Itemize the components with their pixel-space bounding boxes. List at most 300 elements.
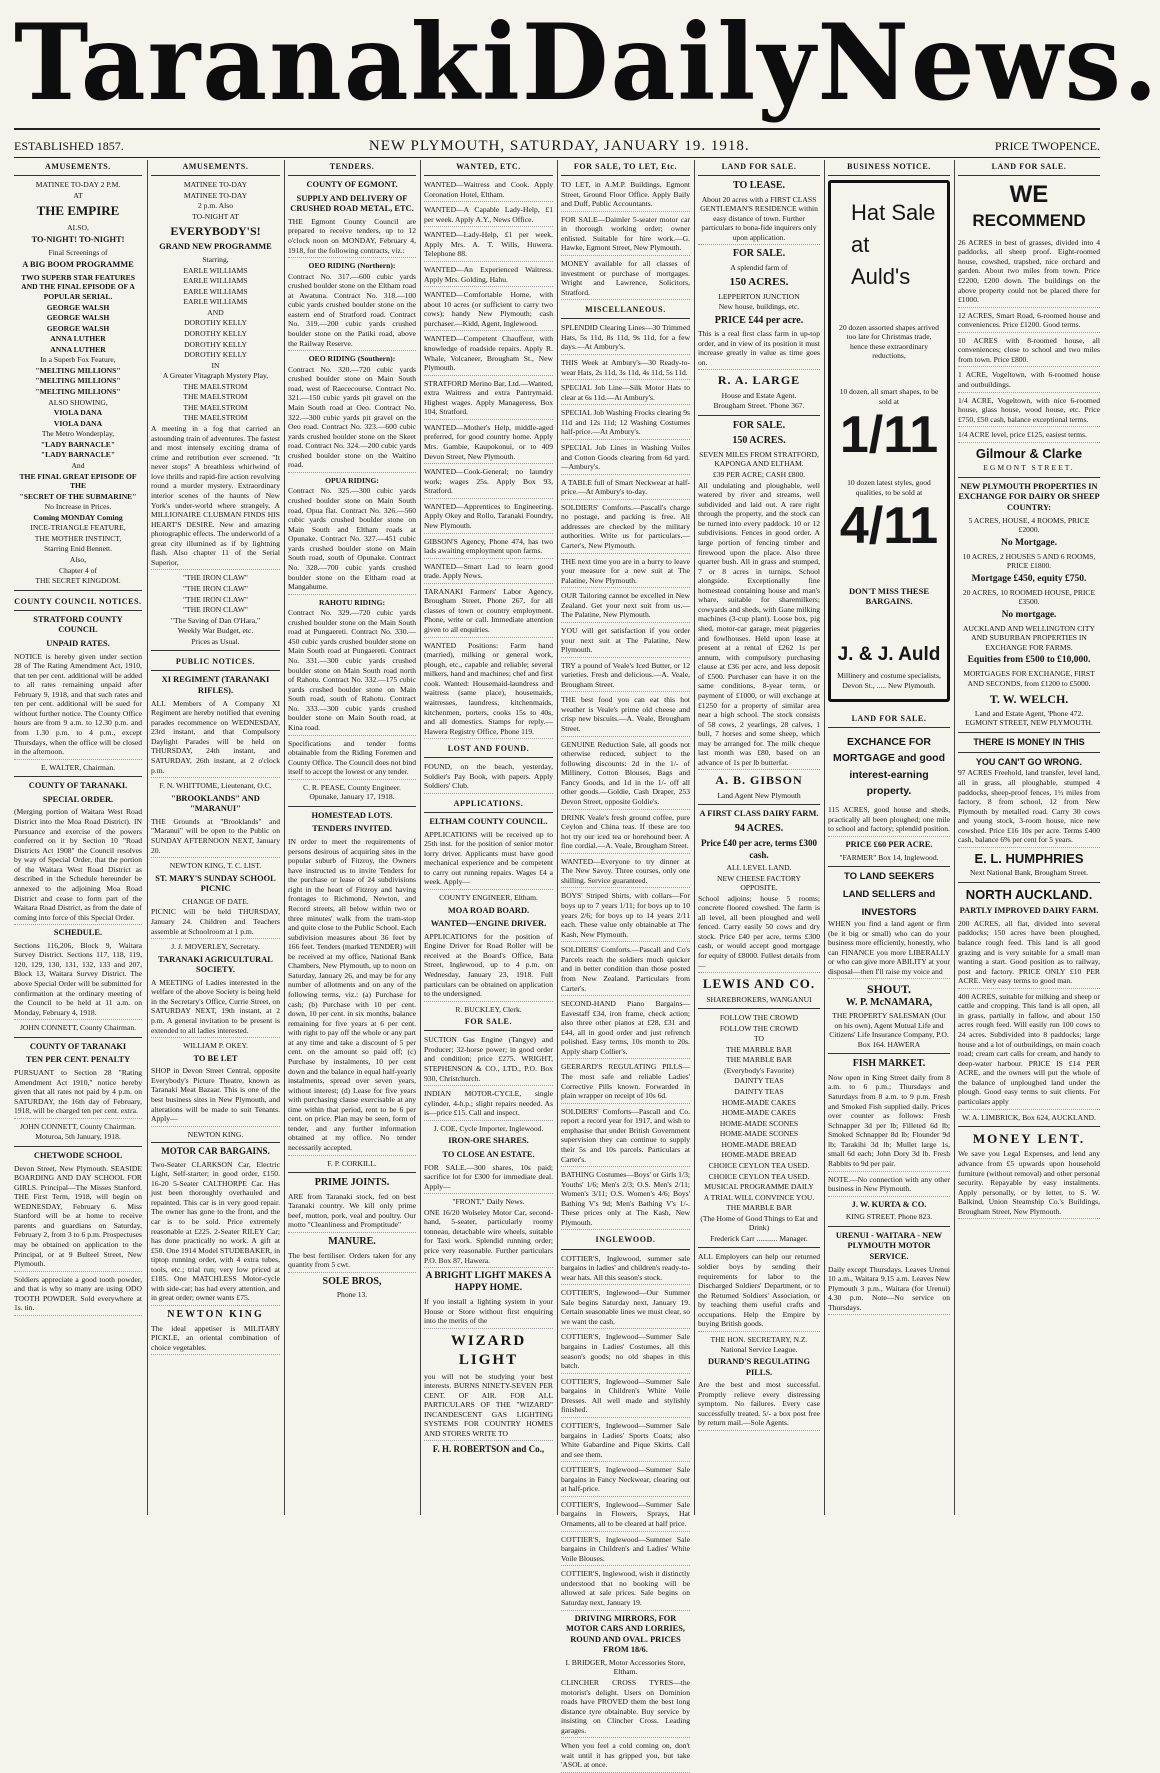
we-heading: WE [1009, 181, 1049, 209]
notice-date: Moturoa, 5th January, 1918. [35, 1132, 121, 1142]
classified-ad: COTTIER'S, Inglewood—Summer Sale bargains in Fancy Neckwear, clearing out at half-price. [561, 1465, 690, 1497]
ad-line: THE MARBLE BAR [726, 1055, 792, 1065]
ad-line: Equities from £500 to £10,000. [967, 655, 1091, 666]
classified-ad: SOLDIERS' Comforts—Pascall and Co. report a record year for 1917, and wish to emphasise that under British Government supervision they can continue to supply their 5s and 10s parcels. Particulars at Carter's. [561, 1107, 690, 1167]
ad-line: "MELTING MILLIONS" [35, 387, 121, 397]
notice-heading: FISH MARKET. [852, 1058, 926, 1070]
hat-sale-line: at [851, 231, 870, 257]
divider [958, 732, 1100, 733]
notice-body: PICNIC will be held THURSDAY, January 24. Children and Teachers assemble at Schoolroom at 1 p.m. [151, 907, 280, 939]
notice-signature: "FRONT," Daily News. [452, 1197, 525, 1207]
notice-body: Contract No. 325.—300 cubic yards crushed boulder stone on Main South road, Opua flat. Contract No. 326.—560 cubic yards crushed boulder stone on Main South and Eltham roads at Opunake. Contract No. 327.—451 cubic yards crushed boulder stone on Main South road, south of Opunake. Contract No. 328.—700 cubic yards crushed boulder stone on the Eltham road at Mangahume. [288, 486, 416, 594]
masthead-rule [14, 128, 1100, 130]
classified-ad: STRATFORD Merino Bar, Ltd.—Wanted, extra Waitress and extra Pantrymaid. Highest wages. Apply Manageress, Box 104, Stratford. [424, 379, 553, 420]
ad-line: IN [211, 360, 220, 370]
notice-subheading: TEN PER CENT. PENALTY [25, 1055, 131, 1065]
divider [958, 477, 1100, 478]
classified-ad: SPLENDID Clearing Lines—30 Trimmed Hats, 5s 11d, 8s 11d, 9s 11d, for a few days.—At Ambury's. [561, 323, 690, 355]
classified-ad: SPECIAL Job Washing Frocks clearing 9s 11d and 12s 11d; 12 Washing Costumes half-price.—At Ambury's. [561, 408, 690, 440]
notice-subheading: UNPAID RATES. [46, 638, 110, 648]
listing: 1/4 ACRE, Vogeltown, with nice 6-roomed house, glass house, wood house, etc. Price £750, £50 cash, balance exceptional terms. [958, 396, 1100, 428]
ad-line: ALSO SHOWING, [48, 397, 108, 407]
ad-line: TO [754, 1034, 764, 1044]
notice-heading: MOA ROAD BOARD. [447, 905, 530, 915]
ad-line: In a Superb Fox Feature, [40, 355, 116, 365]
classified-ad: WANTED—Apprentices to Engineering. Apply Okey and Rollo, Taranaki Foundry, New Plymouth. [424, 502, 553, 534]
ad-line: TO LAND SEEKERS [843, 871, 935, 883]
ad-line: Starring, [202, 255, 229, 265]
ad-line: HOME-MADE SCONES [719, 1118, 799, 1128]
ad-line: MATINEE TO-DAY [183, 180, 248, 190]
classified-ad: COTTIER'S, Inglewood, summer sale bargains in ladies' and children's ready-to-wear hats. All this season's stock. [561, 1254, 690, 1286]
notice-heading: ELTHAM COUNTY COUNCIL. [429, 817, 548, 827]
classified-ad: WANTED Positions: Farm hand (married), milking or general work, plough, etc., capable and reliable; several milkers, hand and machines; chef and first cook. Wanted: Housemaid-laundress and waitress (same place), housemaids, waitresses, laundress, kitchenmaids, kitchenmen, porters, cooks 15s to 40s, and all domestics. Stamps for reply.—Hawera Registry Office, Phone 119. [424, 641, 553, 740]
ad-line: MUSICAL PROGRAMME DAILY [704, 1182, 814, 1192]
notice-body: (Merging portion of Waitara West Road District into the Moa Road District). IN Pursuance and exercise of the powers conferred on it by Section 10 "Road Districts Act 1908" the Council resolves by way of Special Order, that the portion of the Waitara West Road District as described in the Schedule hereunder be annexed to the adjoining Moa Road District and cease to form part of the Waitara Road District, as from the date of coming into force of this Special Order. [14, 807, 142, 925]
divider [288, 806, 416, 807]
notice-signature: NEWTON KING, T. C. LIST. [169, 861, 262, 871]
notice-signature: WILLIAM P. OKEY. [183, 1041, 248, 1051]
ad-line: MATINEE TO-DAY [183, 190, 248, 200]
listing: 10 ACRES with 8-roomed house, all conveniences; close to school and two miles from town. Price £800. [958, 336, 1100, 368]
notice-body: ALL Members of A Company XI Regiment are hereby notified that evening parades recommence on WEDNESDAY, 23rd instant, and that Compulsory Daylight Parades will be held on THURSDAY, 24th instant, and SATURDAY, 26th instant, at 2 o'clock p.m. [151, 699, 280, 779]
divider [14, 776, 142, 777]
column-divider [954, 160, 955, 1515]
section-heading: MISCELLANEOUS. [561, 303, 690, 319]
notice-body: THE Grounds at "Brooklands" and "Maranui" will be open to the Public on SUNDAY AFTERNOON NEXT, January 20. [151, 817, 280, 858]
notice-signature: I. BRIDGER, Motor Accessories Store, Eltham. [565, 1657, 686, 1677]
section-heading: INGLEWOOD. [561, 1233, 690, 1249]
hat-sale-line: Hat Sale [851, 200, 936, 226]
ad-line: A TRIAL WILL CONVINCE YOU. [703, 1192, 815, 1202]
notice-heading: URENUI - WAITARA - NEW PLYMOUTH MOTOR SERVICE. [835, 1230, 943, 1261]
ad-line: FOLLOW THE CROWD [719, 1013, 799, 1023]
ad-line: DON'T MISS THESE BARGAINS. [849, 585, 929, 607]
masthead-word-news: News. [817, 0, 1160, 124]
classified-ad: FOUND, on the beach, yesterday, Soldier's Pay Book, with papers. Apply Soldiers' Club. [424, 762, 553, 794]
classified-ad: COTTIER'S, Inglewood—Summer Sale bargains in Ladies' Sports Coats; also White Gabardine and Pique Skirts. Call and see them. [561, 1421, 690, 1462]
ad-line: SEVEN MILES FROM STRATFORD, KAPONGA AND ELTHAM. [699, 449, 819, 469]
notice-body: Daily except Thursdays. Leaves Urenui 10 a.m., Waitara 9.15 a.m. Leaves New Plymouth 3 p.m., Waitara (for Urenui) 4.30 p.m. Note—No service on Thursdays. [828, 1265, 950, 1316]
divider [14, 590, 142, 591]
ad-line: TO-NIGHT! TO-NIGHT! [31, 235, 125, 245]
notice-body: The ideal appetiser is MILITARY PICKLE, an oriental combination of choice vegetables. [151, 1324, 280, 1356]
ad-line: Mortgage £450, equity £750. [971, 573, 1087, 584]
classified-ad: WANTED—A Capable Lady-Help, £1 per week. Apply A.Y., News Office. [424, 205, 553, 227]
notice-heading: "BROOKLANDS" AND "MARANUI" [171, 793, 260, 814]
section-heading: TENDERS. [288, 160, 416, 176]
classified-ad: ONE 16/20 Wolseley Motor Car, second-hand, 5-seater, particularly roomy tonneau, detachable wire wheels, suitable for Taxi work. Splendid running order; price very reasonable. Further particulars P.O. Box 87, Hawera. [424, 1208, 553, 1268]
notice-body: APPLICATIONS will be received up to 25th inst. for the position of senior motor lorry driver. Applicants must have good mechanical experience and be competent to carry out running repairs. Wages £4 a week. Apply— [424, 830, 553, 890]
divider [698, 1247, 820, 1248]
divider [698, 415, 820, 416]
auld-name: J. & J. Auld [837, 644, 941, 666]
hat-sale-ad [828, 180, 950, 702]
notice-heading: TO BE LET [193, 1053, 238, 1063]
ad-line: SHOUT. [866, 982, 912, 997]
divider [698, 804, 820, 805]
notice-subheading: SCHEDULE. [53, 928, 103, 938]
section-heading: LAND FOR SALE. [828, 712, 950, 728]
classified-ad: SOLDIERS' Comforts.—Pascall and Co's Parcels reach the soldiers much quicker and in better condition than those posted from New Zealand. Particulars from Carter's. [561, 945, 690, 996]
notice-heading: FOR SALE. [732, 248, 786, 260]
notice-signature: W. A. LIMBRICK, Box 624, AUCKLAND. [962, 1112, 1096, 1122]
notice-body: Contract No. 320.—720 cubic yards crushed boulder stone on Main South road, west of Raececourse. Contract No. 321.—150 cubic yards pit gravel on the Main South road at Oeo. Contract No. 322.—300 cubic yards pit gravel on the Oeo road. Contract No. 323.—600 cubic yards crushed boulder stone on the Skeet road. Contract No. 324.—200 cubic yards crushed boulder stone on the Waitino road. [288, 365, 416, 473]
notice-subheading: PARTLY IMPROVED DAIRY FARM. [959, 906, 1099, 916]
classified-ad: SOLDIERS' Comforts.—Pascall's charge no postage, and packing is free. All addresses are checked by the military authorities. Write us for particulars.—Carter's, New Plymouth. [561, 503, 690, 554]
ad-title: EVERYBODY'S! [170, 224, 261, 239]
notice-body: THE Egmont County Council are prepared to receive tenders, up to 12 o'clock noon on MONDAY, February 4, 1918, for the following contracts, viz.: [288, 217, 416, 258]
ad-line: "MELTING MILLIONS" [35, 376, 121, 386]
listing: 400 ACRES, suitable for milking and sheep or cattle and cropping. This land is all open, all in grass, partially in fallow, and about 150 acres rough feed. Will easily run 100 cows to 24 acres. Subdivided into 8 paddocks; large house and a lot of outbuildings, on main coach road; cream cart calls for cream, and handy to deep-water harbour. PRICE IS £14 PER ACRE, and the owners will put the whole of the balance of unploughed land under the plough. Good easy terms to suit clients. For particulars apply [958, 992, 1100, 1110]
ad-line: GRAND NEW PROGRAMME [159, 242, 272, 252]
notice-body: Contract No. 329.—720 cubic yards crushed boulder stone on the Main South road at Pungaereti. Contract No. 330.—450 cubic yards crushed boulder stone on Main South road at Pungaereti. Contract No. 331.—300 cubic yards crushed boulder stone on Main South road north of Rahotu. Contract No. 332.—175 cubic yards crushed boulder stone on Main South road, south of Rahotu. Contract No. 333.—300 cubic yards crushed boulder stone on Main South road, at Kina road. [288, 608, 416, 735]
column-amusements-1 [14, 160, 142, 1515]
riding-heading: OPUA RIDING: [325, 475, 379, 485]
notice-body: FOR SALE.—300 shares, 10s paid; sacrifice lot for £300 for immediate deal. Apply— [424, 1163, 553, 1195]
section-heading: BUSINESS NOTICE. [828, 160, 950, 176]
ad-line: EARLE WILLIAMS [183, 286, 248, 296]
notice-signature: F. H. ROBERTSON and Co., [432, 1444, 545, 1455]
column-land-for-sale [698, 160, 820, 1515]
ad-line: THE MAELSTROM [183, 381, 248, 391]
classified-ad: COTTIER'S, Inglewood—Summer Sale bargains in Children's and Ladies' White Voile Blouses. [561, 1535, 690, 1567]
classified-ad: COTTIER'S, Inglewood, wish it distinctly understood that no booking will be allowed at sale prices. Sale begins on Saturday next, January 19. [561, 1569, 690, 1610]
section-heading: WANTED, ETC. [424, 160, 553, 176]
established-text: ESTABLISHED 1857. [14, 138, 124, 153]
notice-heading: DRIVING MIRRORS, FOR MOTOR CARS AND LORRIES, ROUND AND OVAL. PRICES FROM 18/6. [566, 1613, 685, 1655]
ad-line: "LADY BARNACLE" [40, 439, 116, 449]
ad-line: DAINTY TEAS [734, 1076, 784, 1086]
everybodys-ad [151, 180, 280, 423]
notice-body: ALL Employers can help our returned soldier boys by sending their requirements for labor to the Discharged Soldiers' Department, or to the Returned Soldiers' Association, or by teaching them useful crafts and occupations. Help the Empire by buying British goods. [698, 1252, 820, 1332]
notice-signature: NEWTON KING. [187, 1129, 244, 1139]
ad-line: 94 ACRES. [734, 822, 784, 834]
classified-ad: OUR Tailoring cannot be excelled in New Zealand. Get your next suit from us.—The Palatine, New Plymouth. [561, 591, 690, 623]
ad-line: EARLE WILLIAMS [183, 265, 248, 275]
notice-signature: F. N. WHITTOME, Lieutenant, O.C. [159, 781, 272, 791]
notice-heading: A FIRST CLASS DAIRY FARM. [699, 809, 819, 819]
ad-line: "THE IRON CLAW" [182, 584, 249, 594]
ad-line: HOME-MADE CAKES [721, 1097, 797, 1107]
notice-body: SHOP in Devon Street Central, opposite Everybody's Picture Theatre, known as Taranaki Meat Bazaar. This is one of the best business sites in New Plymouth, and alterations will be made to suit Tenants. Apply— [151, 1066, 280, 1126]
column-divider [284, 160, 285, 1515]
classified-ad: WANTED—Waitress and Cook. Apply Coronation Hotel, Eltham. [424, 180, 553, 202]
ad-line: Next National Bank, Brougham Street. [969, 868, 1089, 878]
notice-signature: A. B. GIBSON [715, 773, 803, 788]
ad-line: HOME-MADE SCONES [719, 1129, 799, 1139]
notice-signature: JOHN CONNETT, County Chairman. [19, 1121, 137, 1131]
divider [288, 1172, 416, 1173]
ad-line: THE MAELSTROM [183, 413, 248, 423]
ad-line: 10 dozen latest styles, good qualities, to be sold at [847, 478, 931, 497]
ad-line: "SECRET OF THE SUBMARINE" [19, 491, 137, 501]
notice-body: NOTICE is hereby given under section 28 of The Rating Amendment Act, 1910, that ten per cent. additional will be added to all rates remaining unpaid after February 9, 1918, and that such rates and ten per cent. additional will be sued for without further notice. The County Office hours are from 9 a.m. to 12.30 p.m. and from 1.30 p.m. to 4 p.m., except Thursdays, when the office will be closed in the afternoon. [14, 652, 142, 760]
ad-line: THE MAELSTROM [183, 402, 248, 412]
classified-ad: WANTED—Lady-Help, £1 per week. Apply Mrs. A. T. Wills, Huwera. Telephone 88. [424, 230, 553, 262]
notice-heading: THERE IS MONEY IN THIS [973, 736, 1085, 747]
column-land-for-sale-2 [958, 160, 1100, 1515]
notice-heading: COUNTY OF TARANAKI [29, 1041, 127, 1051]
ad-line: THE MOTHER INSTINCT, [34, 533, 122, 543]
ad-line: No mortgage. [1001, 609, 1057, 620]
section-heading: APPLICATIONS. [424, 797, 553, 813]
ad-line: AT [73, 190, 83, 200]
listing: 1 ACRE, Vogeltown, with 6-roomed house and outbuildings. [958, 370, 1100, 392]
classified-ad: THE next time you are in a hurry to leave your measure for a new suit at The Palatine, New Plymouth. [561, 557, 690, 589]
classified-ad: MONEY available for all classes of investment or purchase of mortgages. Wright and Lawrence, Solicitors, Stratford. [561, 259, 690, 300]
ad-line: SHAREBROKERS, WANGANUI [706, 994, 812, 1004]
ad-line: NEW CHEESE FACTORY OPPOSITE. [717, 873, 801, 893]
section-heading: PUBLIC NOTICES. [151, 655, 280, 671]
ad-line: CHOICE CEYLON TEA USED. [708, 1171, 810, 1181]
ad-line: GEORGE WALSH [46, 302, 110, 312]
ad-line: THE FINAL GREAT EPISODE OF THE [19, 471, 137, 491]
ad-line: Also, [69, 555, 87, 565]
ad-line: HOME-MADE CAKES [721, 1108, 797, 1118]
ad-line: TWO SUPERB STAR FEATURES AND THE FINAL EPISODE OF A POPULAR SERIAL. [21, 272, 135, 301]
ad-line: THE MARBLE BAR [726, 1203, 792, 1213]
column-divider [420, 160, 421, 1515]
section-heading: FOR SALE. [424, 1015, 553, 1031]
ad-line: THE MARBLE BAR [726, 1044, 792, 1054]
classified-ad: When you feel a cold coming on, don't wait until it has gripped you, but take 'ASOL at once. [561, 1741, 690, 1773]
column-divider [694, 160, 695, 1515]
notice-body: ARE from Taranaki stock, fed on best Taranaki country. We kill only prime beef, mutton, pork, veal and poultry. Our motto "Cleanliness and Promptitude" [288, 1192, 416, 1233]
section-heading: COUNTY COUNCIL NOTICES. [14, 595, 142, 611]
ad-body: A meeting in a fog that carried an astounding train of adventures. The fastest and most intensely exciting drama of crime and retribution ever screened. "It never stops" A breathless whirlwind of love thrills and rapid-fire action revolving round a murder mystery. Extraordinary interior scenes of the haunts of New York's under-world where strangely, A MILLIONAIRE CLUBMAN FINDS HIS HEART'S DESIRE. New and amazing photographic effects. The underworld of a great city illumined as if by lightning flash. Also chapter 11 of the Serial Superior, [151, 424, 280, 570]
ad-line: A BIG BOOM PROGRAMME [22, 260, 134, 270]
ad-line: Chapter 4 of [59, 565, 97, 575]
notice-signature: E. WALTER, Chairman. [40, 762, 116, 772]
notice-body: Are the best and most successful. Promptly relieve every distressing symptom. No failures. Every case successfully treated. 5/- a box post free by return mail.—Sole Agents. [698, 1380, 820, 1431]
column-divider [147, 160, 148, 1515]
ad-line: 20 ACRES, 10 ROOMED HOUSE, PRICE £3500. [962, 587, 1096, 607]
classified-ad: YOU will get satisfaction if you order your next suit at The Palatine, New Plymouth. [561, 626, 690, 658]
column-wanted [424, 160, 553, 1515]
divider [828, 1226, 950, 1227]
masthead [14, 0, 1160, 124]
classified-ad: BOYS' Striped Shirts, with collars—For boys up to 7 years 1/11; for boys up to 10 years 2/6; for boys up to 14 years 2/11 each. These value only obtainable at The Kash, New Plymouth. [561, 891, 690, 942]
ad-line: AUCKLAND AND WELLINGTON CITY AND SUBURBAN PROPERTIES IN EXCHANGE FOR FARMS. [963, 623, 1095, 652]
divider [151, 650, 280, 651]
ad-line: DOROTHY KELLY [184, 328, 247, 338]
classified-ad: WANTED—Competent Chauffeur, with knowledge of roadside repairs. Apply R. Whale, Volcaneer, Brougham St., New Plymouth. [424, 334, 553, 375]
notice-heading: NEW PLYMOUTH PROPERTIES IN EXCHANGE FOR DAIRY OR SHEEP COUNTRY: [958, 481, 1100, 512]
divider [14, 1146, 142, 1147]
ad-line: House and Estate Agent. [721, 390, 797, 400]
ad-line: INVESTORS [861, 907, 917, 918]
column-amusements-2 [151, 160, 280, 1515]
notice-subheading: YOU CAN'T GO WRONG. [975, 757, 1083, 768]
column-for-sale [561, 160, 690, 1770]
ad-line: "MELTING MILLIONS" [35, 365, 121, 375]
ad-line: THE PROPERTY SALESMAN (Out on his own), Agent Mutual Life and Citizens' Life Insurance Company, P.O. Box 164. HAWERA [829, 1011, 949, 1049]
notice-heading: DURAND'S REGULATING PILLS. [708, 1357, 810, 1377]
ad-line: 2 p.m. Also [197, 201, 234, 211]
ad-line: THE MAELSTROM [183, 392, 248, 402]
ad-line: No Mortgage. [1001, 537, 1057, 548]
notice-heading: PRIME JOINTS. [314, 1177, 390, 1189]
notice-body: Two-Seater CLARKSON Car, Electric Light, Self-starter; in good order, £150. 16-20 5-Seater CALTHORPE Car. Has just been thoroughly overhauled and repainted. This car is in very good repair. The owner has gone to the front, and the car is to be sold. Price extremely reasonable at £225. 2-Seater RILEY Car; has done practically no work. A gift at £50. One 1914 Model STUDEBAKER, in tiptop running order, with 4 extra tubes, tools, etc.; trial run; very low priced at £185. One MATCHLESS Motor-cycle with side-car; has had every attention, and in great order; owner wants £75. [151, 1160, 280, 1306]
ad-line: EGMONT STREET. [983, 463, 1075, 473]
ad-line: "THE IRON CLAW" [182, 594, 249, 604]
classified-ad: A TABLE full of Smart Neckwear at half-price.—At Ambury's to-day. [561, 478, 690, 500]
notice-body: 115 ACRES, good house and sheds, practically all been ploughed; one mile to school and factory; splendid position. [828, 805, 950, 837]
notice-heading: COUNTY OF TARANAKI. [28, 781, 128, 791]
classified-ad: COTTIER'S, Inglewood—Summer Sale bargains in Children's White Voile Dresses. All well made and stylishly finished. [561, 1377, 690, 1418]
section-heading: AMUSEMENTS. [14, 160, 142, 176]
notice-heading: TARANAKI AGRICULTURAL SOCIETY. [158, 954, 273, 975]
notice-body: Sections 116,206, Block 9, Waitara Survey District. Sections 117, 118, 119, 120, 129, 130, 131, 132, 133 and 207, Block 13, Waitara Survey District. The above Special Order will be submitted for confirmation at the ordinary meeting of the Council to be held at 11 a.m. on Monday, February 4, 1918. [14, 941, 142, 1021]
notice-signature: C. R. PEASE, County Engineer. Opunake, January 17, 1918. [303, 782, 401, 802]
ad-title: THE EMPIRE [36, 203, 120, 219]
ad-line: MORTGAGES FOR EXCHANGE, FIRST AND SECONDS, from £1200 to £5000. [963, 669, 1095, 689]
notice-heading: FOR SALE. [732, 419, 786, 431]
wizard-light-title: WIZARD LIGHT [450, 1332, 527, 1368]
classified-ad: GENUINE Reduction Sale, all goods not otherwise reduced, subject to the following discounts: 2d in the 1/- of Millinery, Cotton Blouses, Bags and Fancy Goods, and 1d in the 1/- off all other goods.—Goldie, Cash Draper, 253 Devon Street, opposite Goldie's. [561, 740, 690, 810]
ad-line: VIOLA DANA [53, 418, 103, 428]
notice-body: you will not be studying your best interests. BURNS NINETY-SEVEN PER CENT. OF AIR. FOR ALL PARTICULARS OF THE "WIZARD" INCANDESCENT GAS LIGHTING SYSTEMS FOR COUNTRY HOMES AND STORES WRITE TO [424, 1372, 553, 1442]
ad-line: CHOICE CEYLON TEA USED. [708, 1160, 810, 1170]
notice-signature: W. P. McNAMARA, [845, 997, 933, 1009]
masthead-word-daily: Daily [521, 0, 818, 124]
ad-line: Prices as Usual. [191, 636, 240, 646]
classified-ad: THIS Week at Ambury's—30 Ready-to-wear Hats, 2s 11d, 3s 11d, 4s 11d, 5s 11d. [561, 358, 690, 380]
classified-ad: WANTED—An Experienced Waitress. Apply Mrs. Golding, Hahu. [424, 265, 553, 287]
notice-signature: R. BUCKLEY, Clerk. [455, 1004, 522, 1014]
divider [698, 1008, 820, 1009]
notice-heading: HOMESTEAD LOTS. [311, 810, 393, 820]
notice-heading: CHETWODE SCHOOL [33, 1150, 123, 1160]
listing: 200 ACRES, all flat, divided into several paddocks; 150 acres have been ploughed, balance rough feed. This land is all good grazing and is very suitable for a small man wanting a start. Good position as to railway, post and factory. PRICE ONLY £10 PER ACRE. Very easy terms to good man. [958, 919, 1100, 989]
ad-line: Starring Enid Bennett. [43, 544, 113, 554]
listing: 97 ACRES Freehold, land transfer, level land, all in grass, all ploughable, stumped 4 paddocks, sheep-proof fences, 1½ miles from factory, 8 from school, 12 from New Plymouth by metalled road. Carry 30 cows and young stock, 3-room house, nice new cowshed. Price £16 10s per acre. Terms £400 cash, balance 6% per cent for 5 years. [958, 768, 1100, 848]
ad-line: Brougham Street. 'Phone 367. [713, 401, 805, 411]
divider [958, 1126, 1100, 1127]
divider [828, 1053, 950, 1054]
classified-ad: SPECIAL Job Line—Silk Motor Hats to clear at 6s 11d.—At Ambury's. [561, 383, 690, 405]
classified-ad: COTTIER'S, Inglewood—Our Summer Sale begins Saturday next, January 19. Certain seasonable lines we must clear, so we want the cash. [561, 1288, 690, 1329]
ad-line: Millinery and costume specialists, Devon St., ..... New Plymouth. [837, 670, 941, 690]
notice-signature: THE HON. SECRETARY, N.Z. National Service League. [710, 1334, 808, 1354]
ad-line: AND [207, 307, 224, 317]
notice-heading: COUNTY OF EGMONT. [306, 180, 398, 190]
ad-line: GEORGE WALSH [46, 323, 110, 333]
gilmour-name: Gilmour & Clarke [975, 445, 1083, 461]
masthead-word-taranaki: Taranaki [14, 0, 522, 124]
classified-ad: TRY a pound of Veale's Iced Butter, or 12 varieties. Fresh and delicious.—A. Veale, Brougham Street. [561, 661, 690, 693]
notice-body: School adjoins; house 5 rooms; concrete floored cowshed. The farm is all level, all been ploughed and well fenced. Carry easily 50 cows and dry stock. Price £40 per acre, terms £300 cash, or would accept good mortgage for equity of £8000. Fullest details from— [698, 894, 820, 974]
notice-body: Devon Street, New Plymouth. SEASIDE BOARDING AND DAY SCHOOL FOR GIRLS. Principal—The Misses Stanford. THE First Term, 1918, will begin on WEDNESDAY, February 6. Miss Stanford will be at home to receive parents and guardians on Saturday, February 2, from 3 to 6 p.m. Prospectuses may be obtained on application to the Principal, or at 9 Bulteel Street, New Plymouth. [14, 1164, 142, 1272]
ad-line: Final Screenings of [48, 247, 108, 257]
notice-heading: NORTH AUCKLAND. [965, 886, 1093, 902]
classified-ad: WANTED—Comfortable Home, with about 10 acres (or sufficient to carry two cows); handy New Plymouth; cash purchaser.—Kidd, Agent, Inglewood. [424, 290, 553, 331]
notice-body: If you install a lighting system in your House or Store without first enquiring into the merits of the [424, 1297, 553, 1329]
notice-body: WHEN you find a land agent or firm (be it big or small) who can do your business more efficiently, honestly, who can FINANCE you more LIBERALLY or who can give more ABILITY at your disposal—then I'll raise my voice and [828, 919, 950, 979]
ad-line: And [71, 460, 85, 470]
divider [958, 882, 1100, 883]
notice-body: About 20 acres with a FIRST CLASS GENTLEMAN'S RESIDENCE within easy distance of town. Further particulars to bona-fide inquirers only upon application. [698, 195, 820, 246]
ad-line: DAINTY TEAS [734, 1087, 784, 1097]
classified-ad: WANTED—Everyone to try dinner at The New Savoy. Three courses, only one shilling. Service guaranteed. [561, 857, 690, 889]
empire-ad [14, 180, 142, 586]
classified-ad: FOR SALE—Daimler 5-seater motor car in thorough working order; owner enlisted. Suitable for hire work.—G. Hawke, Egmont Street, New Plymouth. [561, 215, 690, 256]
ad-line: No Increase in Prices. [44, 502, 112, 512]
section-heading: AMUSEMENTS. [151, 160, 280, 176]
listing: 12 ACRES, Smart Road, 6-roomed house and conveniences. Price £1200. Good terms. [958, 311, 1100, 333]
riding-heading: OEO RIDING (Northern): [308, 261, 396, 271]
notice-subheading: CHANGE OF DATE. [182, 896, 249, 906]
notice-body: NOTE.—No connection with any other business in New Plymouth. [828, 1175, 950, 1197]
classified-ad: CLINCHER CROSS TYRES—the motorist's delight. Users on Dominion roads have PROVED them the best long distance tyre obtainable. Buy service by insisting on Clincher Cross. Leading garages. [561, 1678, 690, 1738]
ad-line: 10 ACRES, 2 HOUSES 5 AND 6 ROOMS, PRICE £1800. [962, 551, 1096, 571]
section-heading: LAND FOR SALE. [698, 160, 820, 176]
ad-line: Land and Estate Agent, 'Phone 472. EGMONT STREET, NEW PLYMOUTH. [965, 708, 1093, 728]
notice-heading: MOTOR CAR BARGAINS. [151, 1142, 280, 1157]
section-heading: LOST AND FOUND. [424, 742, 553, 758]
ad-line: EXCHANCE FOR MORTGAGE and good interest-earning property. [833, 736, 945, 797]
notice-heading: MANURE. [328, 1236, 376, 1247]
notice-signature: J. W. KURTA & CO. [851, 1199, 927, 1209]
ad-line: EARLE WILLIAMS [183, 297, 248, 307]
notice-signature: E. L. HUMPHRIES [974, 850, 1084, 866]
divider [14, 1037, 142, 1038]
notice-heading: MONEY LENT. [972, 1131, 1086, 1147]
classified-ad: BATHING Costumes—Boys' or Girls 1/3; Youths' 1/6; Men's 2/3; O.S. Men's 2/11; Women's 3/11; O.S. Women's 4/6; Boys' Bathing V's 9d; Men's Bathing V's 1/-. These prices only at The Kash, New Plymouth. [561, 1170, 690, 1230]
notice-signature: NEWTON KING [167, 1309, 264, 1320]
ad-line: GEORGE WALSH [46, 313, 110, 323]
notice-heading: ST. MARY'S SUNDAY SCHOOL PICNIC [155, 873, 276, 894]
ad-line: New house, buildings, etc. [718, 302, 800, 312]
riding-heading: OEO RIDING (Southern): [308, 354, 396, 364]
notice-signature: JOHN CONNETT, County Chairman. [19, 1023, 137, 1033]
notice-signature: T. W. WELCH. [989, 691, 1069, 706]
notice-body: A MEETING of Ladies interested in the welfare of the above Society is being held in the Secretary's Office, Currie Street, on SATURDAY NEXT, 19th instant, at 2 p.m. A general invitation to be present is extended to all ladies interested. [151, 978, 280, 1038]
notice-heading: TO LEASE. [732, 180, 786, 192]
ad-line: MATINEE TO-DAY 2 P.M. [35, 180, 121, 190]
ad-line: Coming MONDAY Coming [33, 512, 123, 522]
ad-line: EARLE WILLIAMS [183, 276, 248, 286]
ad-line: LAND SELLERS and [842, 889, 936, 901]
classified-ad: DRINK Veale's fresh ground coffee, pure Ceylon and China teas. If these are too hot try our iced tea or horehound beer. A fine cordial.—A. Veale, Brougham Street. [561, 813, 690, 854]
price-text: PRICE TWOPENCE. [994, 138, 1100, 153]
notice-subheading: TENDERS INVITED. [312, 824, 392, 834]
classified-ad: SECOND-HAND Piano Bargains—Eavestaff £34, iron frame, check action; also three other pianos at £28, £31 and £44, all in good order and just refrench polished. Easy terms, 10s month to 20s. Apply sharp Collier's. [561, 999, 690, 1059]
ad-line: "The Saving of Dan O'Hara," [170, 615, 261, 625]
ad-line: 10 dozen, all smart shapes, to be sold at [839, 387, 939, 406]
date-text: NEW PLYMOUTH, SATURDAY, JANUARY 19. 1918. [368, 137, 750, 154]
ad-line: HOME-MADE BREAD [721, 1139, 797, 1149]
ad-line: ALL LEVEL LAND. [726, 862, 792, 872]
ad-line: PRICE £44 per acre. [714, 314, 804, 326]
notice-signature: F. P. CORKILL. [327, 1158, 377, 1168]
classified-ad: GIBSON'S Agency, Phone 474, has two lads awaiting employment upon farms. [424, 537, 553, 559]
column-business-notice [828, 160, 950, 1515]
column-divider [557, 160, 558, 1515]
notice-body: Now open in King Street daily from 8 a.m. to 6 p.m.; Thursdays and Saturdays from 8 a.m. to 9 p.m. Fresh and Smoked Fish supplied daily. Prices over counter as follows: Fresh Schnapper 3d per lb; Filleted 6d lb; Smoked Schnapper 8d lb; Flounder 9d lb; Tarakihi 3d lb; Mullet large 1s, small 6d each; John Dory 3d lb. Fresh Rabbits to 9d per pair. [828, 1073, 950, 1172]
section-heading: FOR SALE, TO LET, Etc. [561, 160, 690, 176]
ad-line: ANNA LUTHER [50, 344, 106, 354]
classified-ad: SUCTION Gas Engine (Tangye) and Producer; 32-horse power; in good order and condition; price £275. WRIGHT, STEPHENSON & CO., LTD., P.O. Box 930, Christchurch. [424, 1035, 553, 1086]
notice-body: All undulating and ploughable, well watered by river and streams, well subdivided and laid out. A rare right through the property, and the stock can be turned into every paddock. 10 or 12 subdivisions. Fences in good order. A large portion of fencing timber and firewood upon the place. Also three quarter bush. All in grass and stumped, 7 or 8 acres in turnips. School alongside. Exceptionally fine homestead containing house and man's whare, suitable for sharemilkers; cowyards and sheds, with Gane milking machines (3-cup plant). Loose box, pig shed, motor-car garage, meat piggeries and fowlhouses. Held upon lease at present at a rental of £262 1s per annum, with compulsory purchasing clause at £36 per acre, and less deposit of £500. Purchaser can have it on the same conditions, 8-year term, or payment of £1000, or will exchange at £1250 for a property of similar area near a high school. The stock consists of 58 cows, 2 yearlings, 28 calves, 1 bull, 7 horses and some sheep, which may be arranged for. The milk cheque last month was £80, based on an advance of 1s per lb butterfat. [698, 481, 820, 771]
notice-phone: Phone 13. [336, 1290, 368, 1300]
ad-line: HOME-MADE BREAD [721, 1150, 797, 1160]
column-divider [824, 160, 825, 1515]
notice-heading: STRATFORD COUNTY COUNCIL [33, 614, 123, 635]
ad-line: A Greater Vitagraph Mystery Play, [162, 371, 269, 381]
ad-line: VIOLA DANA [53, 408, 103, 418]
